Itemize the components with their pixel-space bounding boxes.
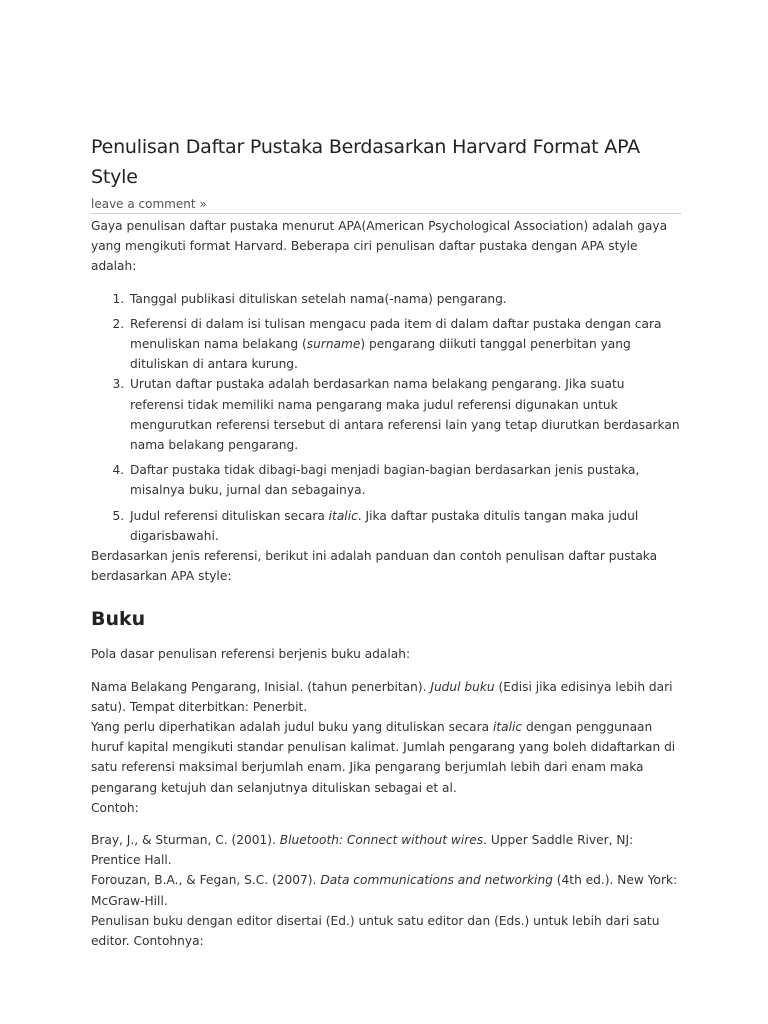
article-title: Penulisan Daftar Pustaka Berdasarkan Harvard Format APA Style (91, 136, 640, 188)
apa-characteristics-list (91, 289, 681, 546)
note-paragraph: Yang perlu diperhatikan adalah judul buku yang dituliskan secara italic dengan penggunaan huruf kapital mengikuti standar penulisan kalimat. Jumlah pengarang yang boleh didaftarkan di satu referensi maksimal berjumlah enam. Jika pengarang berjumlah lebih dari enam maka pengarang ketujuh dan selanjutnya dituliskan sebagai et al. (91, 720, 676, 795)
article-content (91, 132, 681, 951)
leave-comment-link[interactable]: leave a comment » (91, 197, 207, 211)
section-heading-buku: Buku (91, 608, 146, 631)
after-list-paragraph: Berdasarkan jenis referensi, berikut ini adalah panduan dan contoh penulisan daftar pustaka berdasarkan APA style: (91, 549, 658, 584)
list-item: 2. Referensi di dalam isi tulisan mengacu pada item di dalam daftar pustaka dengan cara menuliskan nama belakang (surname) pengarang diikuti tanggal penerbitan yang dituliskan di antara kurung. (128, 314, 681, 375)
intro-paragraph: Gaya penulisan daftar pustaka menurut APA(American Psychological Association) adalah gaya yang mengikuti format Harvard. Beberapa ciri penulisan daftar pustaka dengan APA style adalah: (91, 219, 668, 274)
example-reference-2: Forouzan, B.A., & Fegan, S.C. (2007). Data communications and networking (4th ed.). New York: McGraw-Hill. (91, 873, 678, 908)
list-item: 4. Daftar pustaka tidak dibagi-bagi menjadi bagian-bagian berdasarkan jenis pustaka, misalnya buku, jurnal dan sebagainya. (128, 460, 681, 500)
list-item: 3. Urutan daftar pustaka adalah berdasarkan nama belakang pengarang. Jika suatu referensi tidak memiliki nama pengarang maka judul referensi digunakan untuk mengurutkan referensi tersebut di antara referensi lain yang tetap diurutkan berdasarkan nama belakang pengarang. (128, 374, 681, 455)
list-item: 5. Judul referensi dituliskan secara italic. Jika daftar pustaka ditulis tangan maka judul digarisbawahi. (128, 506, 681, 546)
article-meta (91, 196, 681, 214)
editor-paragraph: Penulisan buku dengan editor disertai (Ed.) untuk satu editor dan (Eds.) untuk lebih dari satu editor. Contohnya: (91, 913, 660, 949)
example-reference-1: Bray, J., & Sturman, C. (2001). Bluetooth: Connect without wires. Upper Saddle River, NJ: Prentice Hall. (91, 833, 634, 868)
list-item: 1. Tanggal publikasi dituliskan setelah nama(-nama) pengarang. (128, 289, 681, 309)
contoh-label: Contoh: (91, 800, 139, 815)
format-paragraph: Nama Belakang Pengarang, Inisial. (tahun penerbitan). Judul buku (Edisi jika edisinya lebih dari satu). Tempat diterbitkan: Penerbit. (91, 679, 673, 714)
pola-paragraph: Pola dasar penulisan referensi berjenis buku adalah: (91, 647, 411, 662)
